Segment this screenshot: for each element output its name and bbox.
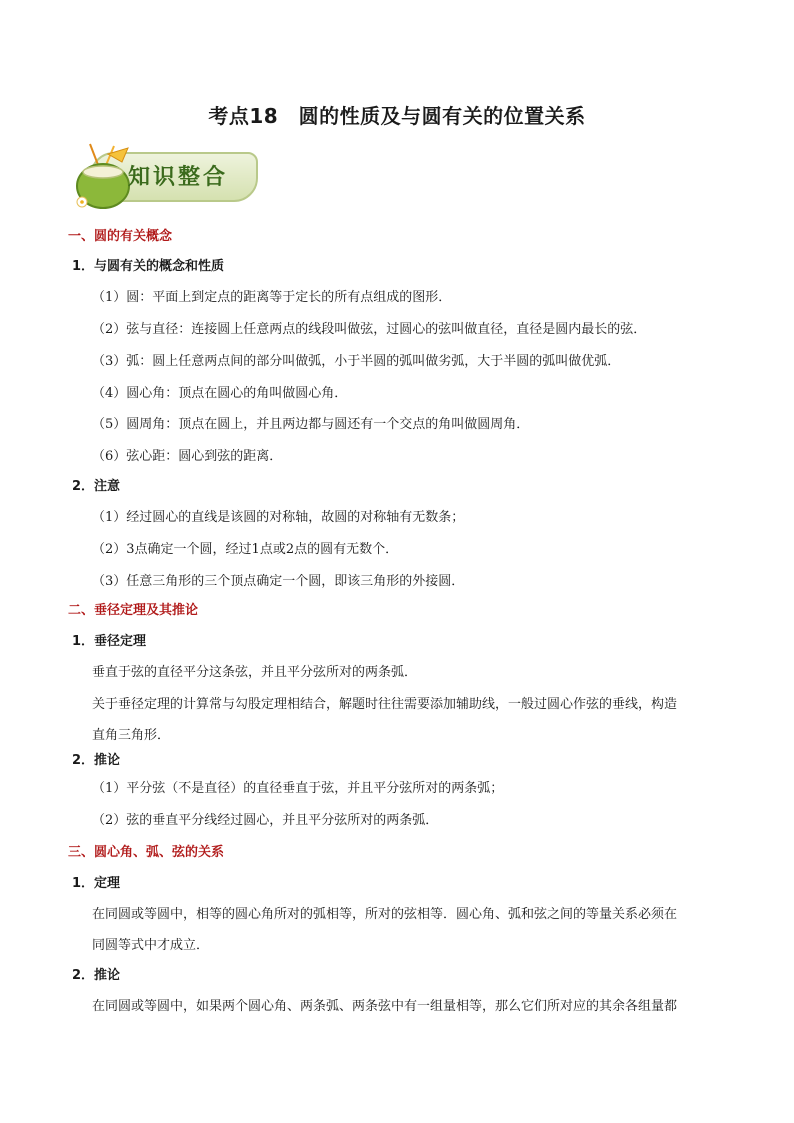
list-item: （2）3点确定一个圆，经过1点或2点的圆有无数个． [92,542,399,557]
paragraph-line: 关于垂径定理的计算常与勾股定理相结合，解题时往往需要添加辅助线，一般过圆心作弦的垂线，构造 [92,697,678,712]
paragraph-line: 直角三角形． [92,728,171,743]
paragraph-line: 在同圆或等圆中，如果两个圆心角、两条弧、两条弦中有一组量相等，那么它们所对应的其余各组量都 [92,999,678,1014]
section-heading: 三、圆心角、弧、弦的关系 [68,845,225,860]
subheading: 2．推论 [72,968,121,983]
list-item: （1）圆：平面上到定点的距离等于定长的所有点组成的图形． [92,290,452,305]
paragraph-line: 在同圆或等圆中，相等的圆心角所对的弧相等，所对的弦相等．圆心角、弧和弦之间的等量关系必须在 [92,907,678,922]
list-item: （4）圆心角：顶点在圆心的角叫做圆心角． [92,386,348,401]
subheading: 1．与圆有关的概念和性质 [72,259,225,274]
list-item: （6）弦心距：圆心到弦的距离． [92,449,283,464]
paragraph-line: 垂直于弦的直径平分这条弦，并且平分弦所对的两条弧． [92,665,418,680]
list-item: （2）弦的垂直平分线经过圆心，并且平分弦所对的两条弧． [92,813,439,828]
list-item: （2）弦与直径：连接圆上任意两点的线段叫做弦，过圆心的弦叫做直径，直径是圆内最长的弦． [92,322,647,337]
section-heading: 二、垂径定理及其推论 [68,603,199,618]
subheading: 2．推论 [72,753,121,768]
knowledge-banner [70,140,260,216]
list-item: （3）任意三角形的三个顶点确定一个圆，即该三角形的外接圆． [92,574,465,589]
banner-label: 知识整合 [128,165,229,190]
list-item: （1）经过圆心的直线是该圆的对称轴，故圆的对称轴有无数条； [92,510,465,525]
page-title: 考点18 圆的性质及与圆有关的位置关系 [208,104,586,128]
subheading: 1．定理 [72,876,121,891]
list-item: （5）圆周角：顶点在圆上，并且两边都与圆还有一个交点的角叫做圆周角． [92,417,530,432]
paragraph-line: 同圆等式中才成立． [92,938,210,953]
subheading: 2．注意 [72,479,121,494]
list-item: （3）弧：圆上任意两点间的部分叫做弧，小于半圆的弧叫做劣弧，大于半圆的弧叫做优弧． [92,354,621,369]
subheading: 1．垂径定理 [72,634,147,649]
section-heading: 一、圆的有关概念 [68,229,173,244]
list-item: （1）平分弦（不是直径）的直径垂直于弦，并且平分弦所对的两条弧； [92,781,504,796]
